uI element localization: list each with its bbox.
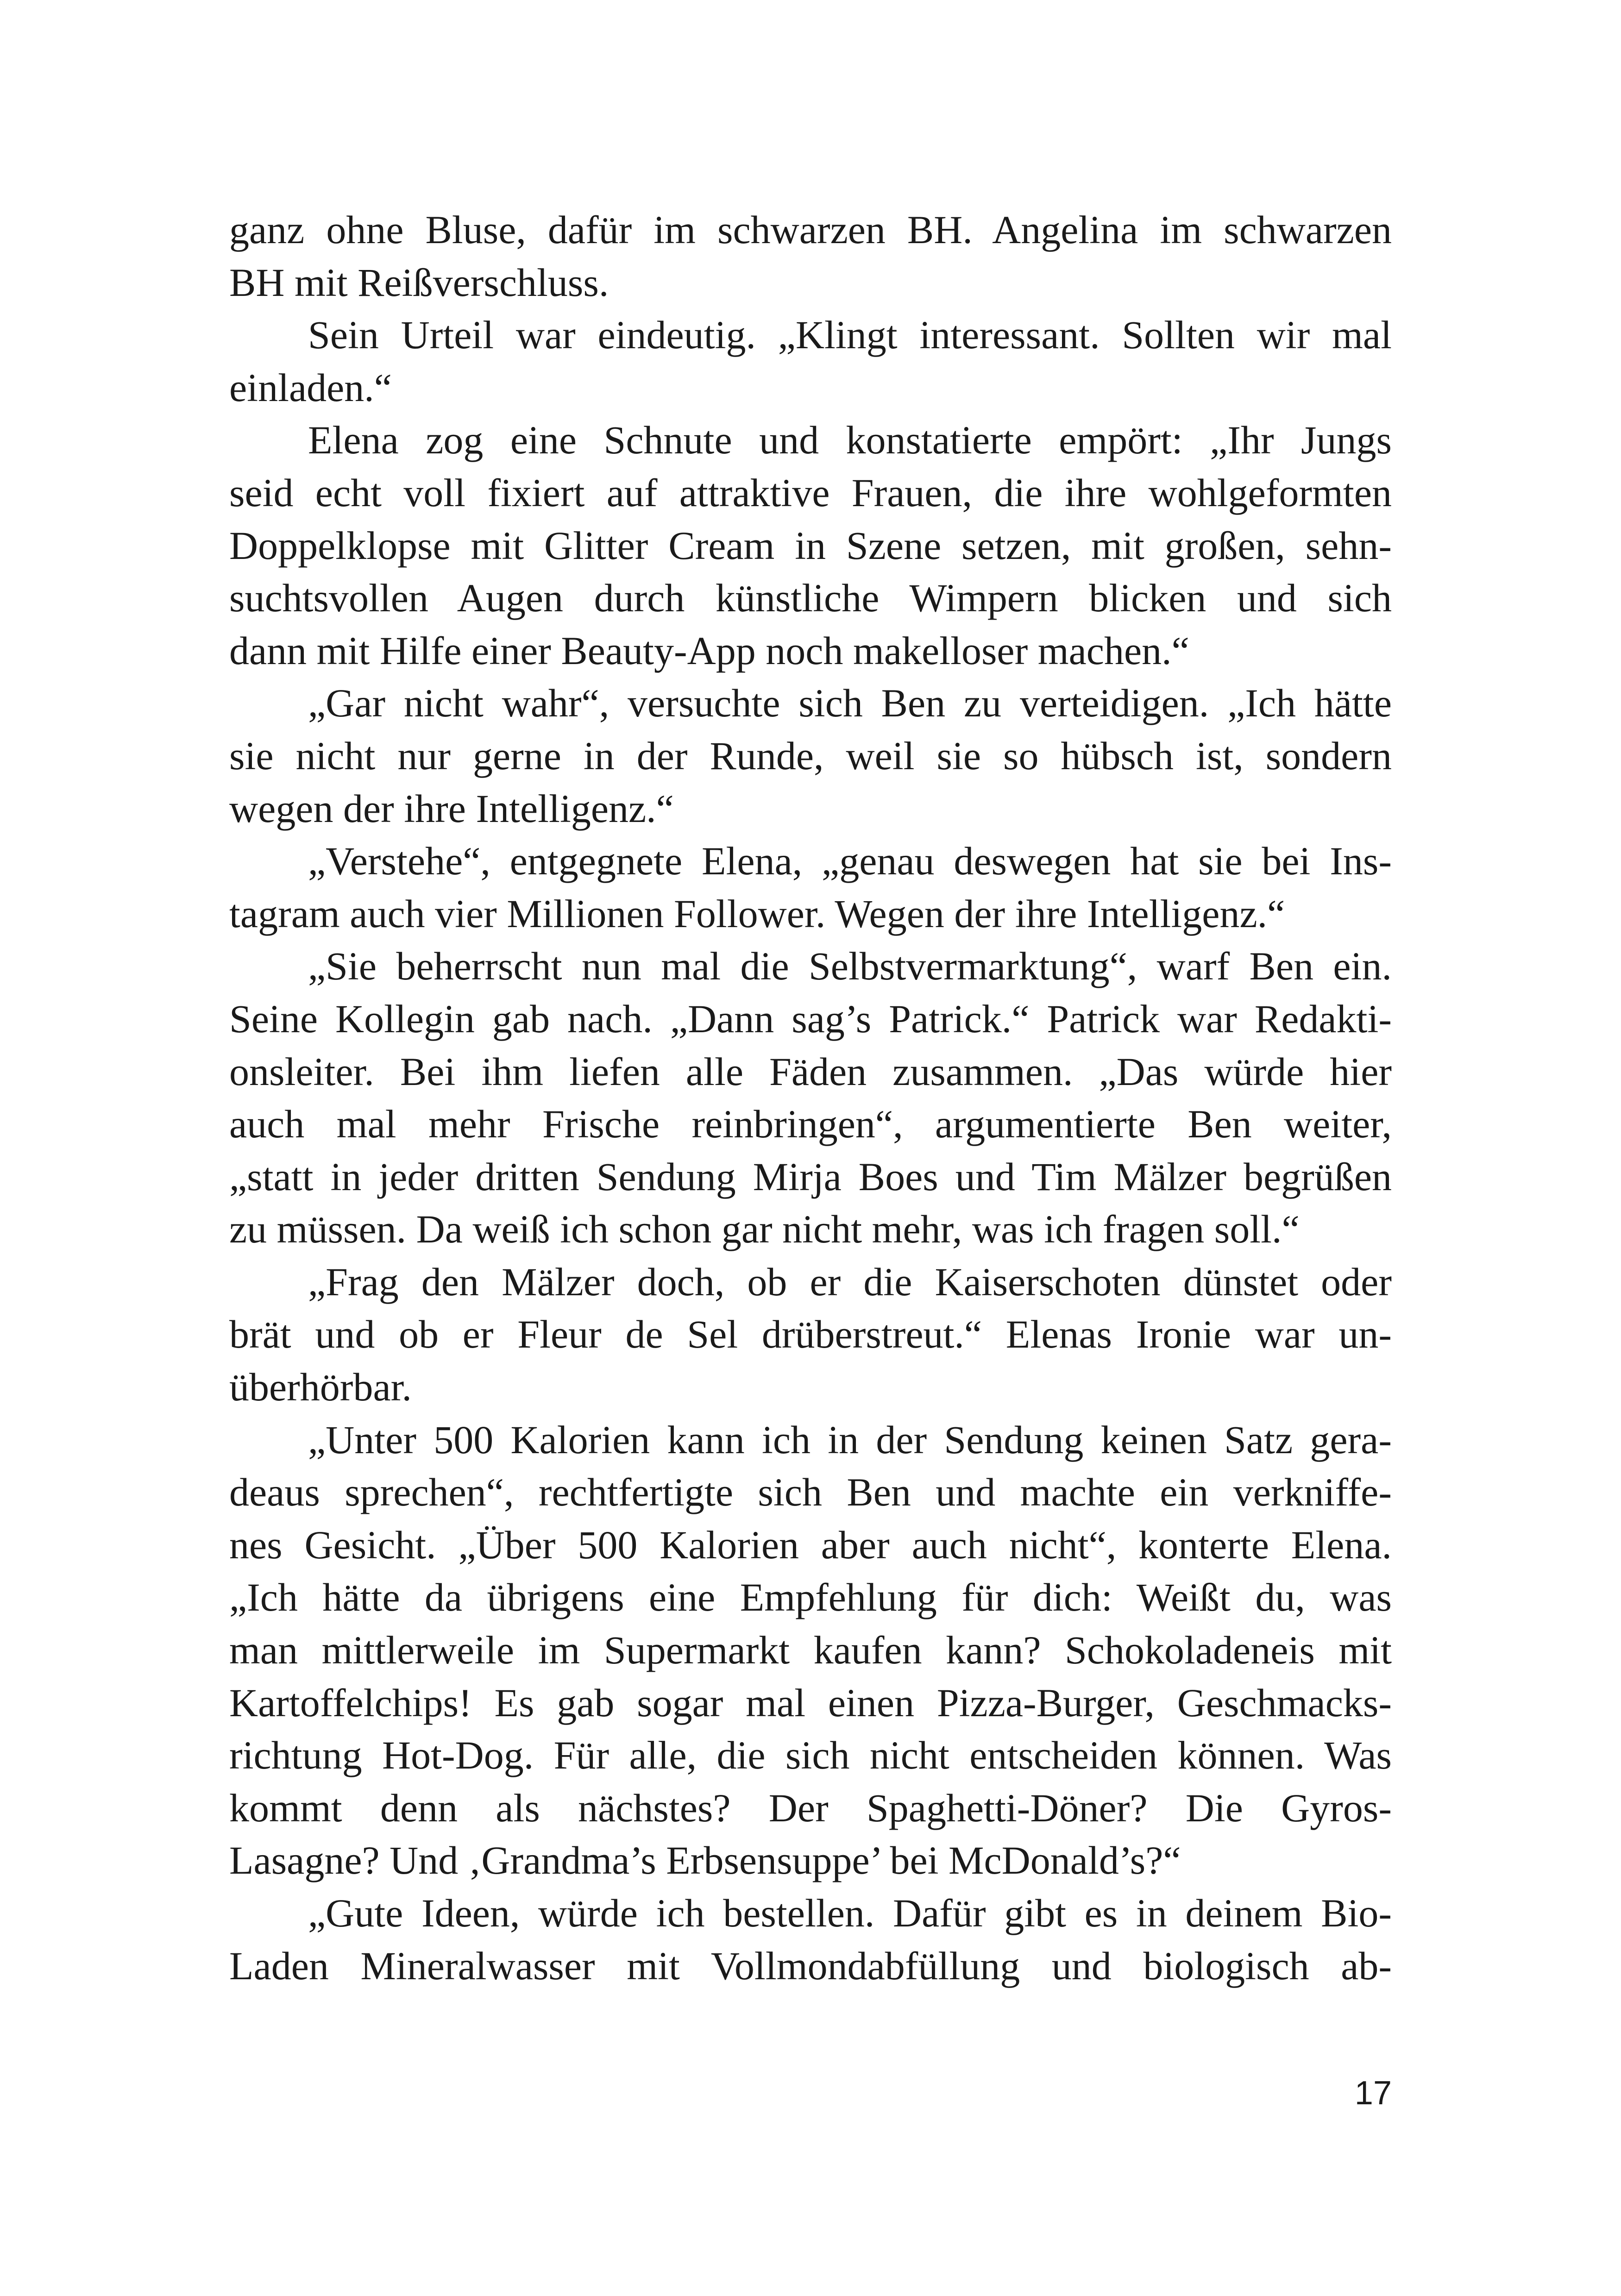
text-line: Lasagne? Und ‚Grandma’s Erbsensuppe’ bei McDonald’s?“: [229, 1838, 1181, 1883]
text-line: „Sie beherrscht nun mal die Selbstvermarktung“, warf Ben ein.: [308, 944, 1392, 989]
text-line: „Gar nicht wahr“, versuchte sich Ben zu verteidigen. „Ich hätte: [308, 681, 1392, 726]
text-line: nes Gesicht. „Über 500 Kalorien aber auch nicht“, konterte Elena.: [229, 1522, 1392, 1567]
text-line: onsleiter. Bei ihm liefen alle Fäden zusammen. „Das würde hier: [229, 1049, 1392, 1094]
text-line: Elena zog eine Schnute und konstatierte empört: „Ihr Jungs: [308, 418, 1392, 463]
text-line: richtung Hot-Dog. Für alle, die sich nicht entscheiden können. Was: [229, 1733, 1392, 1778]
page-body-text: [229, 204, 1392, 1992]
text-line: BH mit Reißverschluss.: [229, 260, 609, 305]
text-line: tagram auch vier Millionen Follower. Wegen der ihre Intelligenz.“: [229, 891, 1285, 936]
text-line: „statt in jeder dritten Sendung Mirja Boes und Tim Mälzer begrüßen: [229, 1154, 1392, 1199]
text-line: auch mal mehr Frische reinbringen“, argumentierte Ben weiter,: [229, 1102, 1392, 1147]
text-line: Seine Kollegin gab nach. „Dann sag’s Patrick.“ Patrick war Redakti-: [229, 996, 1392, 1041]
text-line: „Ich hätte da übrigens eine Empfehlung für dich: Weißt du, was: [229, 1575, 1392, 1620]
text-line: „Unter 500 Kalorien kann ich in der Sendung keinen Satz gera-: [308, 1417, 1392, 1462]
text-line: wegen der ihre Intelligenz.“: [229, 786, 674, 831]
text-line: seid echt voll fixiert auf attraktive Frauen, die ihre wohlgeformten: [229, 470, 1392, 515]
text-line: „Gute Ideen, würde ich bestellen. Dafür gibt es in deinem Bio-: [308, 1891, 1392, 1935]
text-line: sie nicht nur gerne in der Runde, weil sie so hübsch ist, sondern: [229, 733, 1392, 778]
text-line: deaus sprechen“, rechtfertigte sich Ben und machte ein verkniffe-: [229, 1470, 1392, 1515]
text-line: suchtsvollen Augen durch künstliche Wimpern blicken und sich: [229, 576, 1392, 621]
text-line: ganz ohne Bluse, dafür im schwarzen BH. Angelina im schwarzen: [229, 207, 1392, 252]
text-line: „Verstehe“, entgegnete Elena, „genau deswegen hat sie bei Ins-: [308, 839, 1392, 884]
text-line: Doppelklopse mit Glitter Cream in Szene setzen, mit großen, sehn-: [229, 523, 1392, 568]
text-line: dann mit Hilfe einer Beauty-App noch makelloser machen.“: [229, 628, 1189, 673]
text-line: kommt denn als nächstes? Der Spaghetti-Döner? Die Gyros-: [229, 1785, 1392, 1830]
text-line: Laden Mineralwasser mit Vollmondabfüllung und biologisch ab-: [229, 1943, 1392, 1988]
text-line: man mittlerweile im Supermarkt kaufen kann? Schokoladeneis mit: [229, 1628, 1392, 1673]
text-line: Kartoffelchips! Es gab sogar mal einen Pizza-Burger, Geschmacks-: [229, 1680, 1392, 1725]
text-line: zu müssen. Da weiß ich schon gar nicht mehr, was ich fragen soll.“: [229, 1207, 1300, 1252]
text-line: brät und ob er Fleur de Sel drüberstreut.“ Elenas Ironie war un-: [229, 1312, 1392, 1357]
text-line: „Frag den Mälzer doch, ob er die Kaiserschoten dünstet oder: [308, 1259, 1392, 1304]
text-line: Sein Urteil war eindeutig. „Klingt interessant. Sollten wir mal: [308, 313, 1392, 358]
text-line: einladen.“: [229, 365, 392, 410]
page-number: 17: [1354, 2075, 1392, 2112]
text-line: überhörbar.: [229, 1365, 412, 1410]
